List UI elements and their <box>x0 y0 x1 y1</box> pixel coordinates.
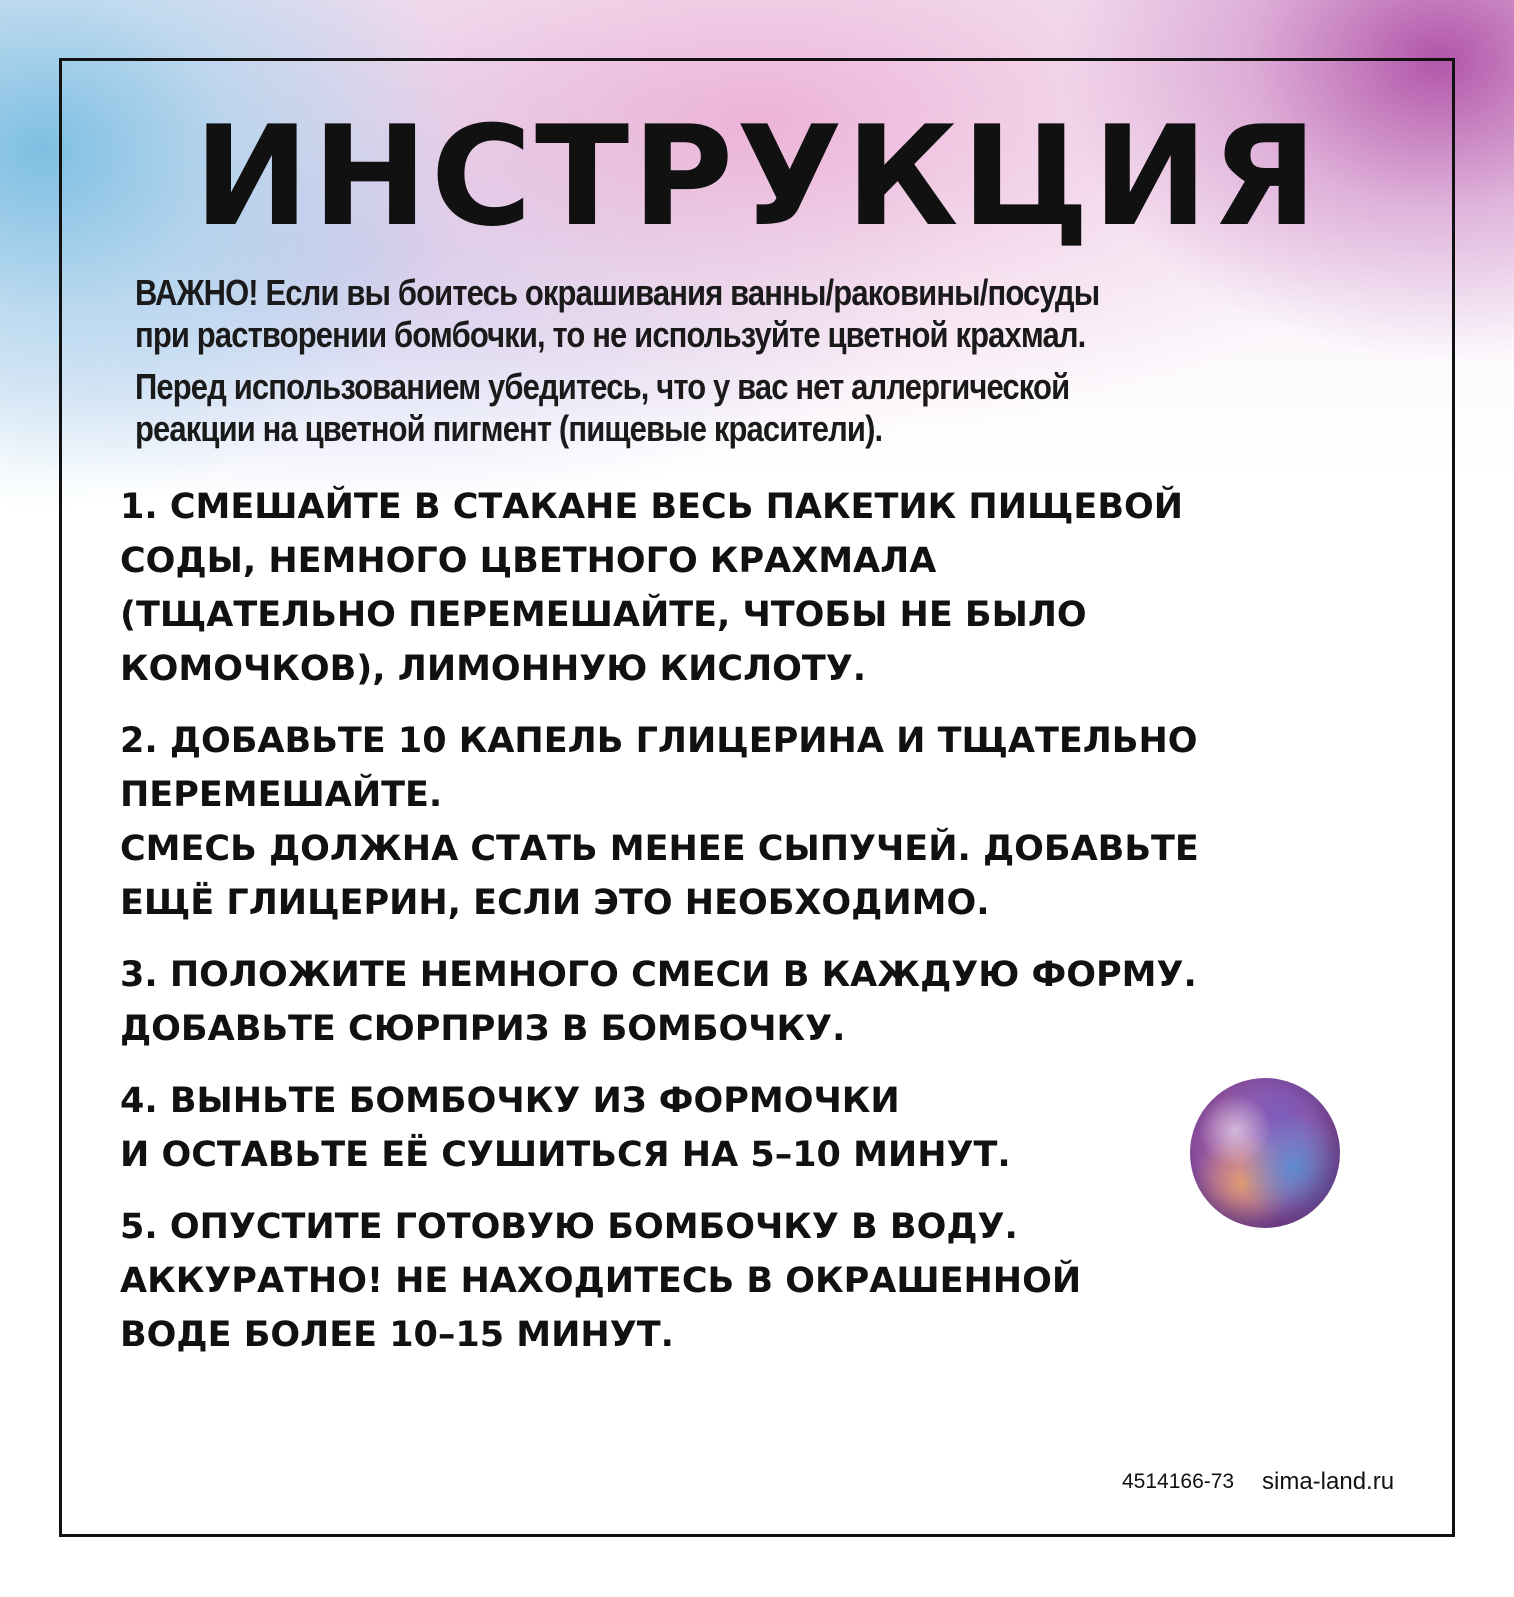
step-line: 1. СМЕШАЙТЕ В СТАКАНЕ ВЕСЬ ПАКЕТИК ПИЩЕВОЙ <box>120 487 1184 527</box>
step-3 <box>120 948 1410 1056</box>
note-line: ВАЖНО! Если вы боитесь окрашивания ванны/раковины/посуды <box>135 272 1100 313</box>
note-line: реакции на цветной пигмент (пищевые красители). <box>135 408 883 449</box>
note-line: при растворении бомбочки, то не используйте цветной крахмал. <box>135 314 1086 355</box>
article-code: 4514166-73 <box>1122 1470 1235 1493</box>
step-line: 2. ДОБАВЬТЕ 10 КАПЕЛЬ ГЛИЦЕРИНА И ТЩАТЕЛЬНО <box>120 721 1198 761</box>
website-label: sima-land.ru <box>1262 1468 1395 1495</box>
step-line: ЕЩЁ ГЛИЦЕРИН, ЕСЛИ ЭТО НЕОБХОДИМО. <box>120 883 990 923</box>
page-title: ИНСТРУКЦИЯ <box>193 96 1321 257</box>
step-line: ВОДЕ БОЛЕЕ 10–15 МИНУТ. <box>120 1315 674 1355</box>
note-line: Перед использованием убедитесь, что у вас нет аллергической <box>135 366 1070 407</box>
step-line: ПЕРЕМЕШАЙТЕ. <box>120 775 443 815</box>
step-line: И ОСТАВЬТЕ ЕЁ СУШИТЬСЯ НА 5–10 МИНУТ. <box>120 1135 1011 1175</box>
step-line: ДОБАВЬТЕ СЮРПРИЗ В БОМБОЧКУ. <box>120 1009 846 1049</box>
allergy-note <box>135 366 1219 450</box>
step-line: КОМОЧКОВ), ЛИМОННУЮ КИСЛОТУ. <box>120 649 867 689</box>
warning-note <box>135 272 1219 356</box>
instruction-steps <box>120 480 1410 1380</box>
step-line: СОДЫ, НЕМНОГО ЦВЕТНОГО КРАХМАЛА <box>120 541 937 581</box>
step-line: СМЕСЬ ДОЛЖНА СТАТЬ МЕНЕЕ СЫПУЧЕЙ. ДОБАВЬТЕ <box>120 829 1199 869</box>
important-notes <box>135 272 1219 460</box>
step-1 <box>120 480 1410 696</box>
step-line: (ТЩАТЕЛЬНО ПЕРЕМЕШАЙТЕ, ЧТОБЫ НЕ БЫЛО <box>120 595 1087 635</box>
step-line: 5. ОПУСТИТЕ ГОТОВУЮ БОМБОЧКУ В ВОДУ. <box>120 1207 1018 1247</box>
step-line: АККУРАТНО! НЕ НАХОДИТЕСЬ В ОКРАШЕННОЙ <box>120 1261 1082 1301</box>
step-line: 3. ПОЛОЖИТЕ НЕМНОГО СМЕСИ В КАЖДУЮ ФОРМУ. <box>120 955 1197 995</box>
bath-bomb-image <box>1190 1078 1340 1228</box>
step-5 <box>120 1200 1410 1362</box>
step-line: 4. ВЫНЬТЕ БОМБОЧКУ ИЗ ФОРМОЧКИ <box>120 1081 900 1121</box>
step-2 <box>120 714 1410 930</box>
